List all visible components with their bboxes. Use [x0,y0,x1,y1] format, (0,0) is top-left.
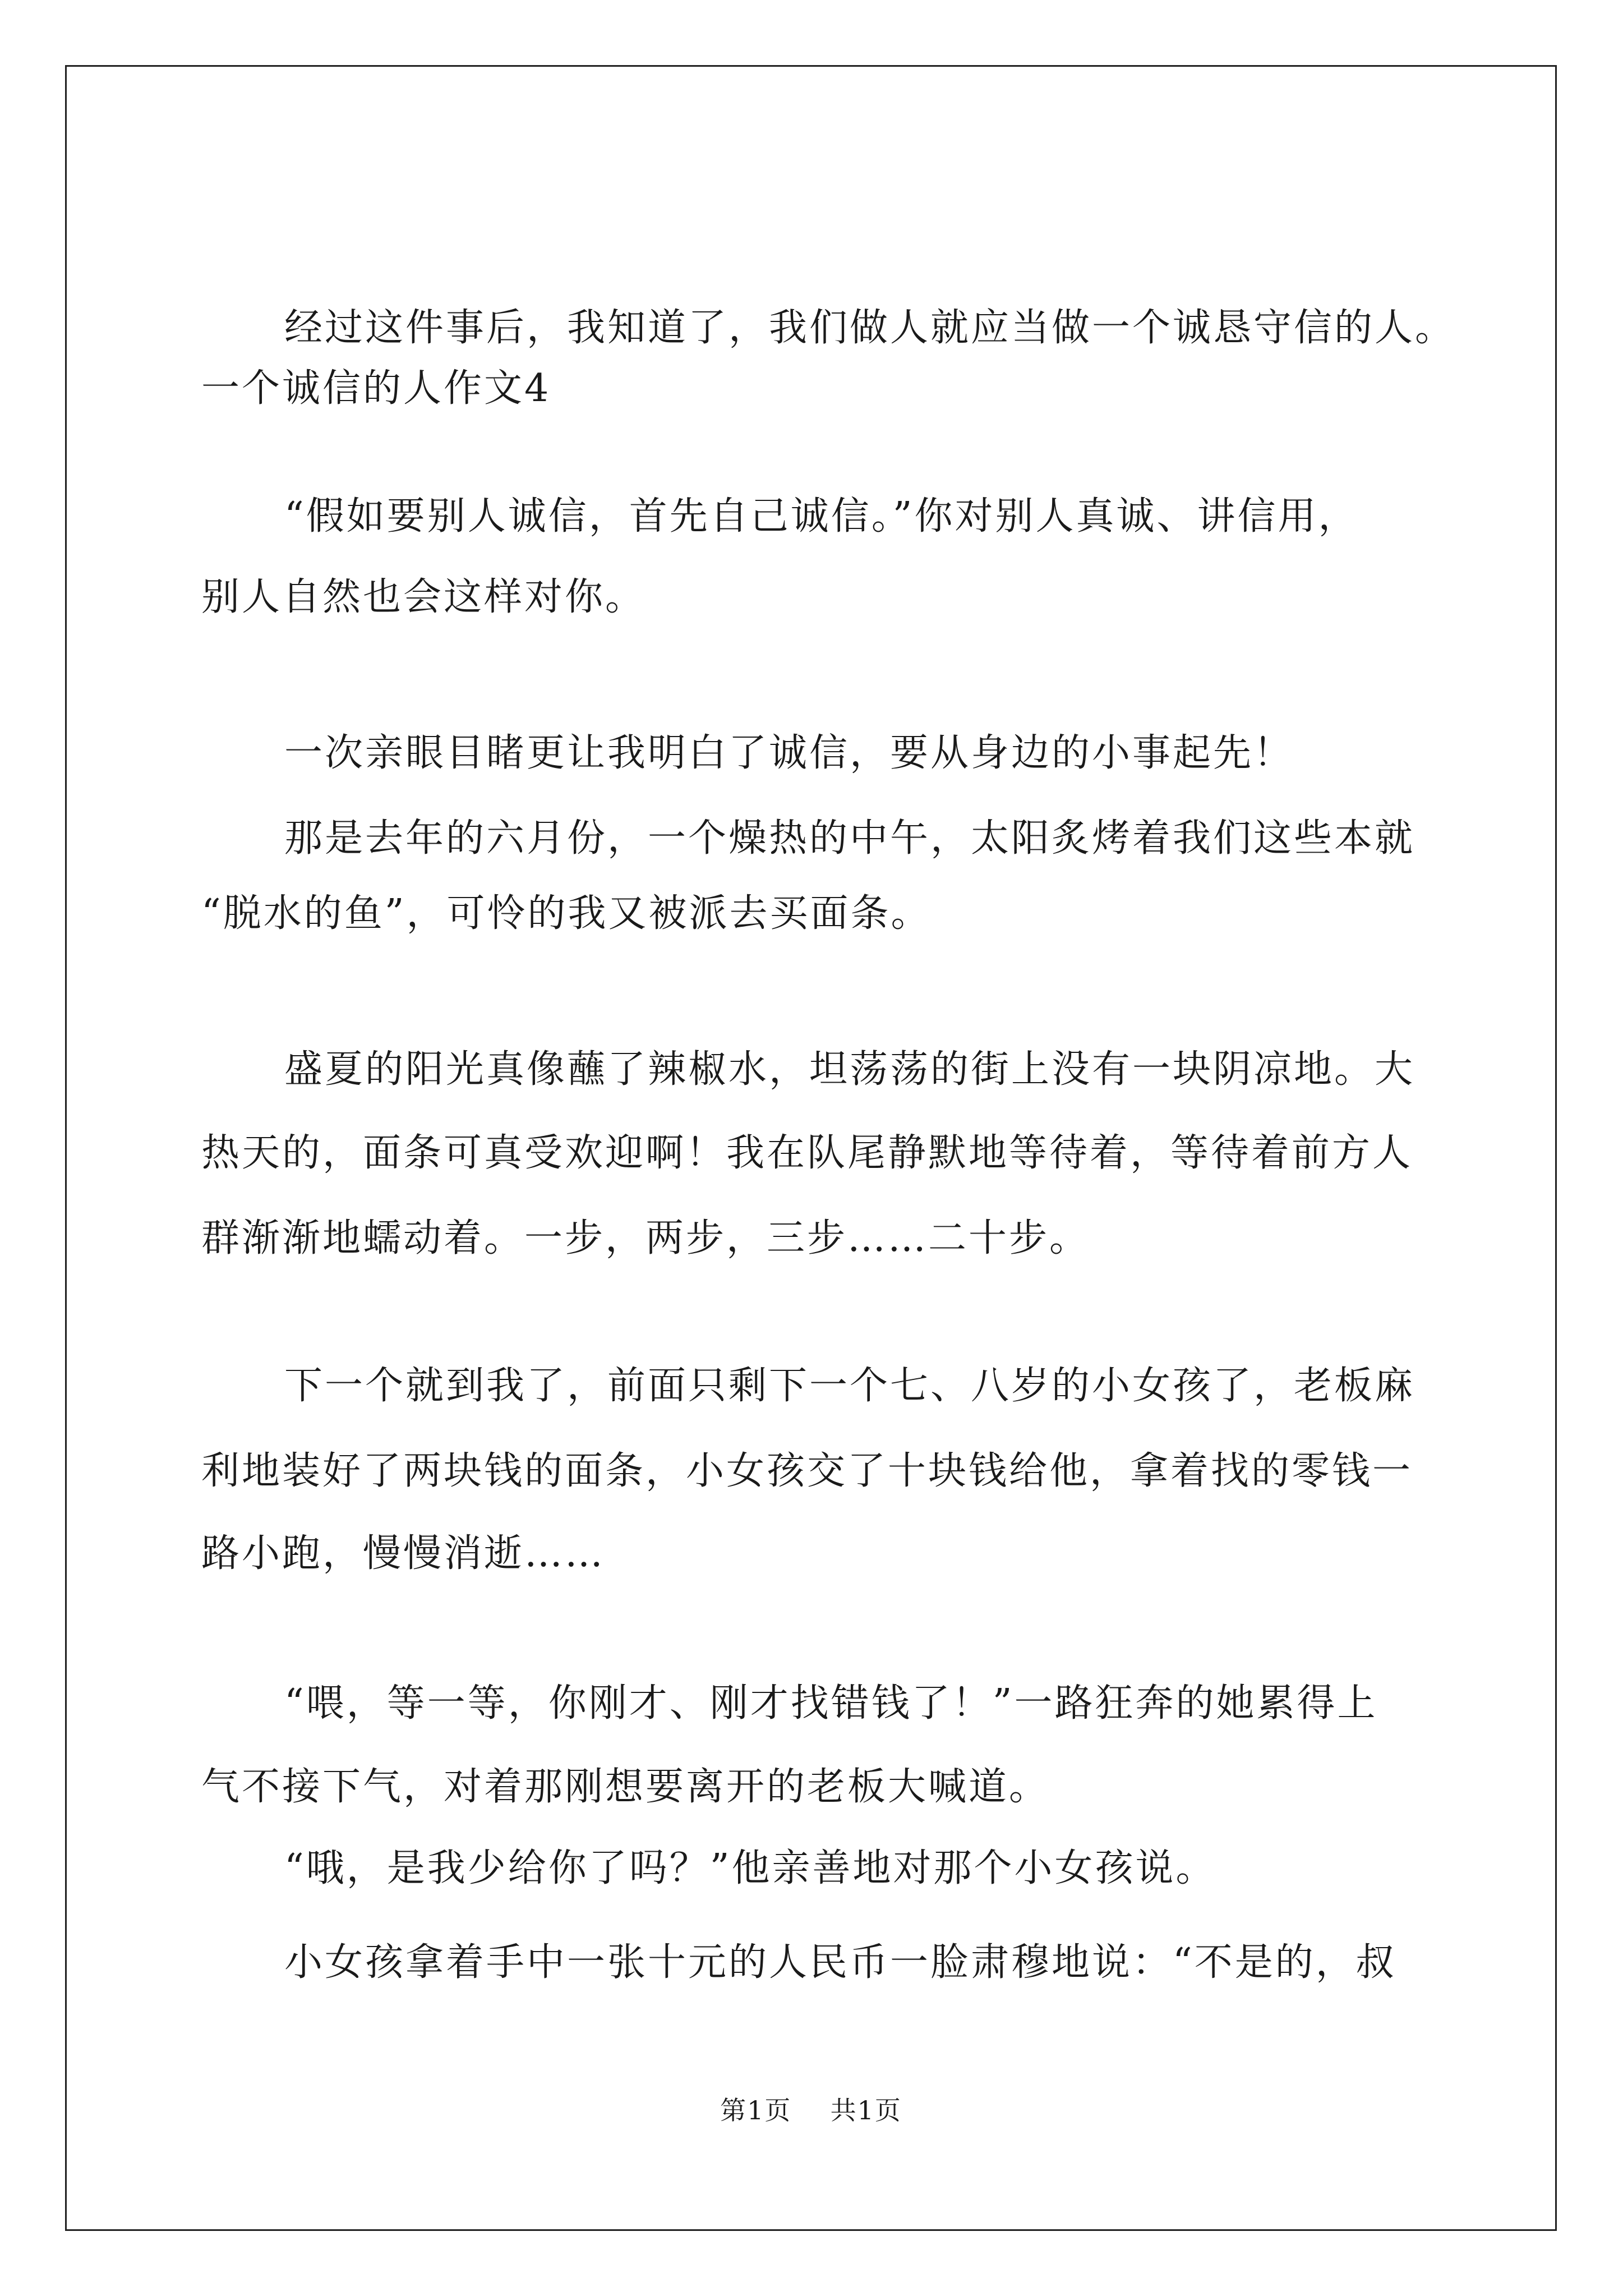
section-heading: 一个诚信的人作文4 [201,366,551,411]
paragraph-line: “假如要别人诚信，首先自己诚信。”你对别人真诚、讲信用， [284,494,1359,539]
paragraph-line: “哦，是我少给你了吗？”他亲善地对那个小女孩说。 [284,1846,1216,1890]
paragraph-line: “喂，等一等，你刚才、刚才找错钱了！”一路狂奔的她累得上 [284,1681,1378,1726]
paragraph-line: 小女孩拿着手中一张十元的人民币一脸肃穆地说：“不是的，叔 [284,1940,1396,1985]
paragraph-line: 气不接下气，对着那刚想要离开的老板大喊道。 [201,1765,1050,1809]
paragraph-line: 群渐渐地蠕动着。一步，两步，三步……二十步。 [201,1216,1090,1260]
page-total: 共1页 [830,2095,902,2125]
paragraph-line: “脱水的鱼”，可怜的我又被派去买面条。 [201,891,932,936]
paragraph-line: 经过这件事后，我知道了，我们做人就应当做一个诚恳守信的人。 [284,306,1456,350]
paragraph-line: 热天的，面条可真受欢迎啊！我在队尾静默地等待着，等待着前方人 [201,1131,1413,1175]
page-footer [67,2097,1555,2123]
paragraph-line: 别人自然也会这样对你。 [201,575,646,619]
page-frame [65,65,1557,2231]
paragraph-line: 那是去年的六月份，一个燥热的中午，太阳炙烤着我们这些本就 [284,816,1415,861]
paragraph-line: 下一个就到我了，前面只剩下一个七、八岁的小女孩了，老板麻 [284,1364,1415,1408]
document-body [67,67,1555,2229]
paragraph-line: 路小跑，慢慢消逝…… [201,1531,606,1576]
paragraph-line: 一次亲眼目睹更让我明白了诚信，要从身边的小事起先！ [284,731,1294,775]
page-number: 第1页 [720,2095,792,2125]
paragraph-line: 利地装好了两块钱的面条，小女孩交了十块钱给他，拿着找的零钱一 [201,1449,1413,1493]
paragraph-line: 盛夏的阳光真像蘸了辣椒水，坦荡荡的街上没有一块阴凉地。大 [284,1047,1415,1092]
